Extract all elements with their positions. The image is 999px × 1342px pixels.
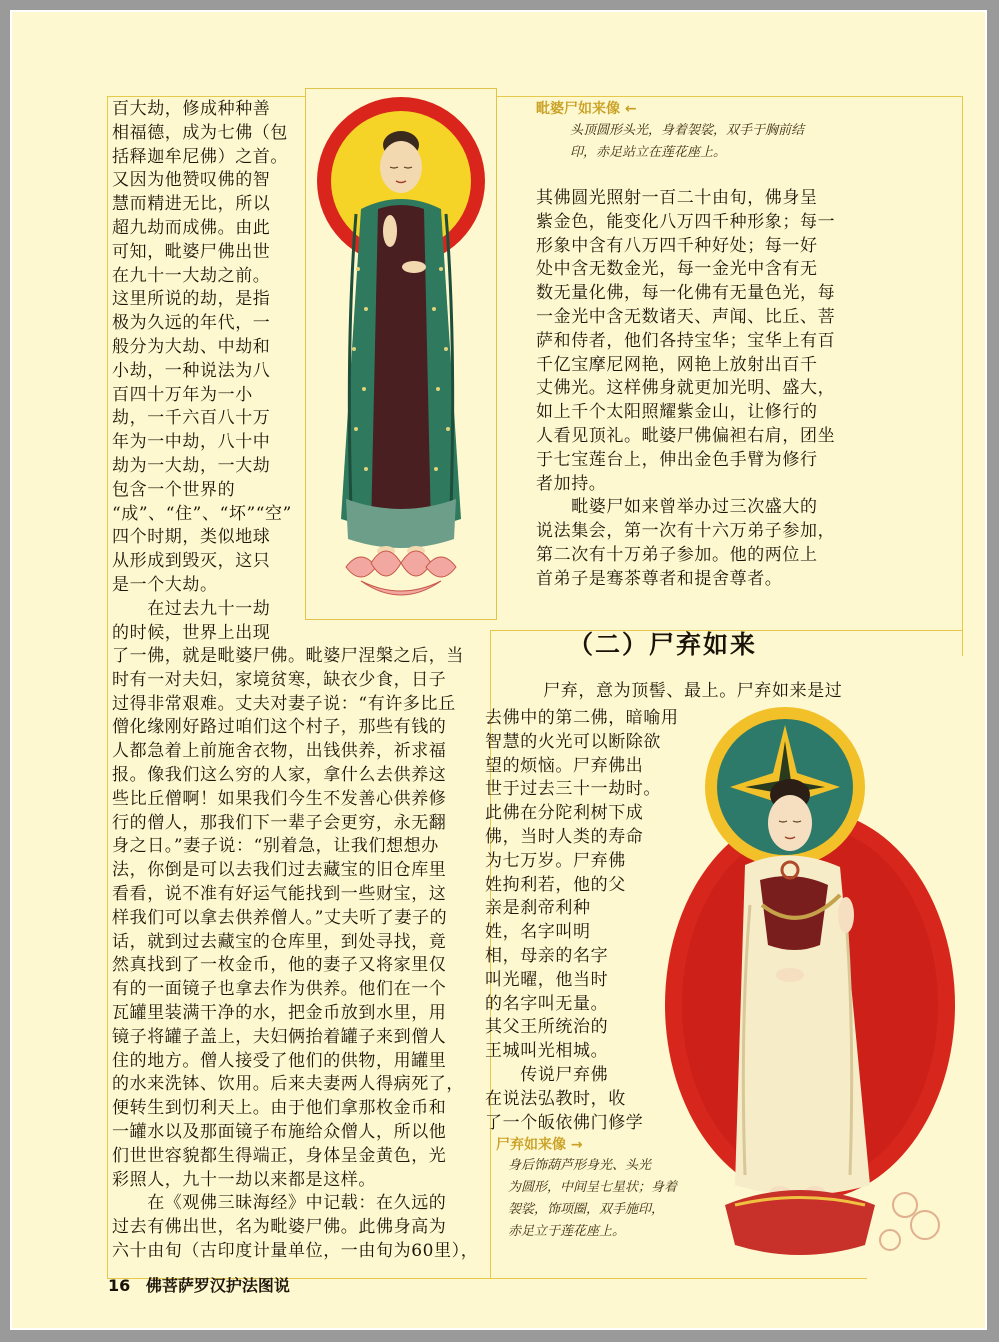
page-number: 16 (108, 1276, 131, 1295)
text-line: 些比丘僧啊！如果我们今生不发善心供养修 (112, 788, 447, 809)
text-line: 身之日。”妻子说：“别着急，让我们想想办 (112, 836, 439, 857)
text-line: 报。像我们这么穷的人家，拿什么去供养这 (112, 764, 447, 785)
text-line: 小劫，一种说法为八 (112, 360, 271, 381)
caption-sikhi-title: 尸弃如来像 → (496, 1137, 583, 1153)
text-line: 亲是刹帝利种 (485, 898, 591, 919)
text-line: 便转生到忉利天上。由于他们拿那枚金币和 (112, 1098, 447, 1119)
text-line: 为七万岁。尸弃佛 (485, 850, 626, 871)
text-line: 可知，毗婆尸佛出世 (112, 241, 271, 262)
text-line: 四个时期，类似地球 (112, 527, 271, 548)
sikhi-buddha-illustration (650, 705, 970, 1265)
text-line: 僧化缘刚好路过咱们这个村子，那些有钱的 (112, 717, 447, 738)
caption-line: 印，赤足站立在莲花座上。 (570, 145, 727, 160)
text-line: 千亿宝摩尼网艳，网艳上放射出百千 (536, 354, 818, 375)
text-line: 过得非常艰难。丈夫对妻子说：“有许多比丘 (112, 693, 456, 714)
text-line: 数无量化佛，每一化佛有无量色光，每 (536, 283, 836, 304)
text-line: 又因为他赞叹佛的智 (112, 170, 271, 191)
text-line: 形象中含有八万四千种好处；每一好 (536, 235, 818, 256)
text-line: 有的一面镜子也拿去作为供养。他们在一个 (112, 979, 447, 1000)
text-line: 去佛中的第二佛，暗喻用 (485, 708, 679, 728)
text-line: 的名字叫无量。 (485, 993, 609, 1014)
vipassi-buddha-figure (305, 88, 497, 620)
text-line: 相福德，成为七佛（包 (112, 122, 288, 143)
text-line: 时有一对夫妇，家境贫寒，缺衣少食，日子 (112, 669, 447, 690)
text-line: 者加持。 (536, 473, 607, 494)
text-line: 超九劫而成佛。由此 (112, 217, 271, 238)
caption-vipassi-body (570, 120, 804, 164)
lower-left-text (112, 645, 478, 1264)
text-line: 世于过去三十一劫时。 (485, 779, 661, 800)
text-line: 一金光中含无数诸天、声闻、比丘、菩 (536, 306, 836, 327)
text-line: 然真找到了一枚金币，他的妻子又将家里仅 (112, 955, 447, 976)
text-line: 智慧的火光可以断除欲 (485, 731, 661, 752)
caption-line: 为圆形，中间呈七星状；身着 (508, 1180, 678, 1195)
caption-vipassi-title: 毗婆尸如来像 ← (536, 101, 637, 117)
text-line: 们世世容貌都生得端正，身体呈金黄色，光 (112, 1145, 447, 1166)
frame-line-right (962, 96, 963, 656)
caption-line: 头顶圆形头光，身着袈裟，双手于胸前结 (570, 123, 805, 138)
text-line: 百大劫，修成种种善 (112, 99, 271, 119)
text-line: 紫金色，能变化八万四千种形象；每一 (536, 211, 836, 232)
text-line: 的时候，世界上出现 (112, 622, 271, 643)
text-line: 年为一中劫，八十中 (112, 432, 271, 453)
text-line: 的水来洗钵、饮用。后来夫妻两人得病死了， (112, 1074, 464, 1095)
text-line: 相，母亲的名字 (485, 945, 609, 966)
text-line: 说法集会，第一次有十六万弟子参加， (536, 521, 836, 542)
text-line: 从形成到毁灭，这只 (112, 551, 271, 572)
text-line: 括释迦牟尼佛）之首。 (112, 146, 288, 167)
frame-line-left (107, 96, 108, 1278)
text-line: 佛，当时人类的寿命 (485, 826, 644, 847)
sikhi-buddha-figure (650, 705, 970, 1265)
text-line: 王城叫光相城。 (485, 1041, 609, 1062)
caption-line: 身后饰葫芦形身光、头光 (508, 1158, 652, 1173)
text-line: “成”、“住”、“坏”“空” (112, 503, 292, 524)
text-line: 在《观佛三昧海经》中记载：在久远的 (112, 1193, 447, 1214)
text-line: 劫，一千六百八十万 (112, 408, 271, 429)
text-line: 彩照人，九十一劫以来都是这样。 (112, 1169, 376, 1190)
text-line: 百四十万年为一小 (112, 384, 253, 405)
text-line: 极为久远的年代，一 (112, 313, 271, 334)
text-line: 劫为一大劫，一大劫 (112, 455, 271, 476)
text-line: 首弟子是骞茶尊者和提舍尊者。 (536, 568, 783, 589)
left-column-text (112, 98, 292, 645)
text-line: 人看见顶礼。毗婆尸佛偏袒右肩，团坐 (536, 425, 836, 446)
vipassi-buddha-illustration (306, 89, 496, 619)
section-body-text (485, 707, 679, 1135)
text-line: 看看，说不准有好运气能找到一些财宝，这 (112, 883, 447, 904)
text-line: 望的烦恼。尸弃佛出 (485, 755, 644, 776)
text-line: 在九十一大劫之前。 (112, 265, 271, 286)
text-line: 萨和侍者，他们各持宝华；宝华上有百 (536, 330, 836, 351)
section-title: （二）尸弃如来 (568, 630, 758, 659)
text-line: 其父王所统治的 (485, 1017, 609, 1038)
text-line: 一罐水以及那面镜子布施给众僧人，所以他 (112, 1121, 447, 1142)
text-line: 慧而精进无比，所以 (112, 194, 271, 215)
text-line: 包含一个世界的 (112, 479, 236, 500)
text-line: 在过去九十一劫 (112, 598, 271, 619)
text-line: 其佛圆光照射一百二十由旬，佛身呈 (536, 188, 818, 208)
text-line: 此佛在分陀利树下成 (485, 803, 644, 824)
page-footer (108, 1273, 300, 1296)
text-line: 样我们可以拿去供养僧人。”丈夫听了妻子的 (112, 907, 448, 928)
section-intro: 尸弃，意为顶髻、最上。尸弃如来是过 (508, 681, 843, 701)
text-line: 在说法弘教时，收 (485, 1088, 626, 1109)
text-line: 过去有佛出世，名为毗婆尸佛。此佛身高为 (112, 1217, 447, 1238)
text-line: 瓦罐里装满干净的水，把金币放到水里，用 (112, 1002, 447, 1023)
text-line: 姓，名字叫明 (485, 922, 591, 943)
caption-line: 赤足立于莲花座上。 (508, 1224, 626, 1239)
text-line: 传说尸弃佛 (485, 1064, 609, 1085)
text-line: 住的地方。僧人接受了他们的供物，用罐里 (112, 1050, 447, 1071)
text-line: 如上千个太阳照耀紫金山，让修行的 (536, 402, 818, 423)
book-title: 佛菩萨罗汉护法图说 (145, 1276, 290, 1295)
text-line: 丈佛光。这样佛身就更加光明、盛大， (536, 378, 836, 399)
text-line: 姓拘利若，他的父 (485, 874, 626, 895)
text-line: 这里所说的劫，是指 (112, 289, 271, 310)
text-line: 般分为大劫、中劫和 (112, 336, 271, 357)
text-line: 行的僧人，那我们下一辈子会更穷，永无翻 (112, 812, 447, 833)
caption-sikhi-body (508, 1155, 677, 1243)
frame-line-top (107, 96, 962, 97)
right-column-text (536, 187, 835, 592)
text-line: 是一个大劫。 (112, 574, 218, 595)
text-line: 第二次有十万弟子参加。他的两位上 (536, 544, 818, 565)
text-line: 叫光曜，他当时 (485, 969, 609, 990)
text-line: 六十由旬（古印度计量单位，一由旬为60里）， (112, 1240, 479, 1261)
caption-line: 袈裟，饰项圈，双手施印， (508, 1202, 665, 1217)
text-line: 处中含无数金光，每一金光中含有无 (536, 259, 818, 280)
text-line: 人都急着上前施舍衣物，出钱供养，祈求福 (112, 741, 447, 762)
text-line: 镜子将罐子盖上，夫妇俩抬着罐子来到僧人 (112, 1026, 447, 1047)
text-line: 了一佛，就是毗婆尸佛。毗婆尸涅槃之后，当 (112, 646, 464, 666)
text-line: 话，就到过去藏宝的仓库里，到处寻找，竟 (112, 931, 447, 952)
text-line: 毗婆尸如来曾举办过三次盛大的 (536, 497, 818, 518)
text-line: 于七宝莲台上，伸出金色手臂为修行 (536, 449, 818, 470)
text-line: 了一个皈依佛门修学 (485, 1112, 644, 1133)
text-line: 法，你倒是可以去我们过去藏宝的旧仓库里 (112, 860, 447, 881)
